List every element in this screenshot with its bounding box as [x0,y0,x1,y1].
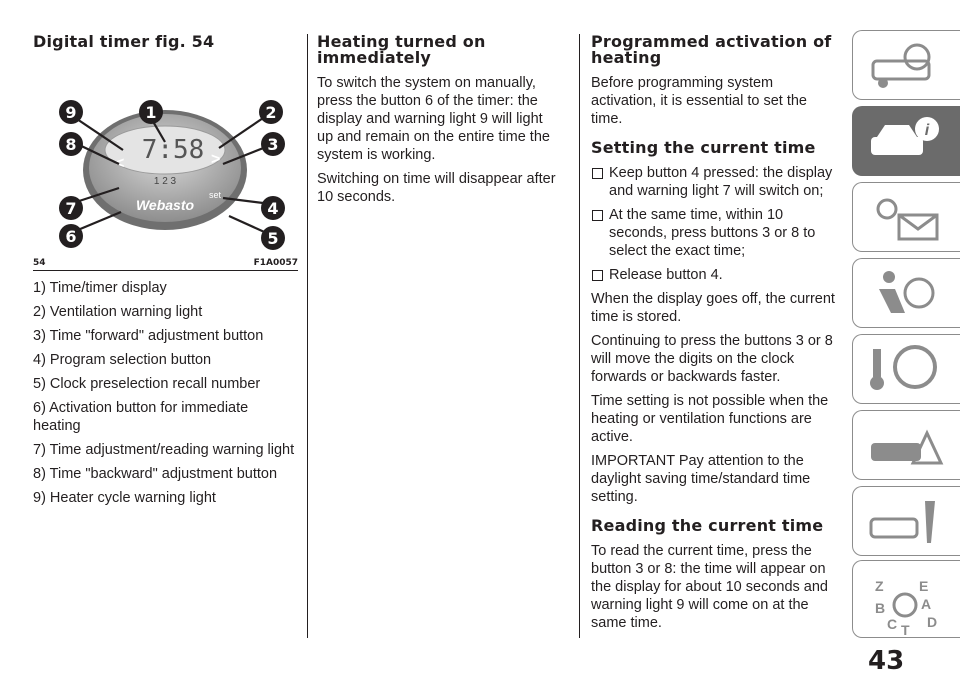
legend-item: 7) Time adjustment/reading warning light [33,442,295,458]
tab-steering-key[interactable] [852,334,960,404]
car-dashboard-icon [865,39,945,93]
svg-text:2: 2 [265,103,277,122]
svg-text:9: 9 [65,103,77,122]
column-timer-figure [33,34,298,513]
figure-number: 54 [33,258,46,268]
svg-text:7: 7 [65,199,77,218]
brand-label: Webasto [135,197,195,213]
bullet-text: At the same time, within 10 seconds, press buttons 3 or 8 to select the exact time; [609,207,816,259]
checkbox-bullet-icon [592,210,603,221]
paragraph: Continuing to press the buttons 3 or 8 will move the digits on the clock forwards or backwards faster. [591,333,833,385]
svg-text:1 2 3: 1 2 3 [153,176,177,187]
subsection-title-setting-time: Setting the current time [591,138,816,157]
paragraph: To read the current time, press the button 3 or 8: the time will appear on the display for about 10 seconds and warning light 9 will come on at the same time. [591,543,828,631]
svg-text:<: < [115,155,125,172]
section-title-digital-timer: Digital timer fig. 54 [33,32,215,51]
svg-text:6: 6 [65,227,77,246]
figure-digital-timer [33,60,298,271]
svg-text:1: 1 [145,103,157,122]
svg-text:3: 3 [267,135,279,154]
svg-text:B: B [875,600,886,616]
steering-key-icon [865,343,945,397]
seatbelt-airbag-icon [865,267,945,321]
page-number: 43 [868,646,905,676]
column-programmed-activation [591,34,841,638]
timer-legend-list [33,279,298,507]
set-label: set [208,190,222,200]
warning-lights-icon [865,191,945,245]
legend-item: 9) Heater cycle warning light [33,490,216,506]
tab-warning-lights[interactable] [852,182,960,252]
bullet-text: Keep button 4 pressed: the display and warning light 7 will switch on; [609,165,833,199]
bullet-text: Release button 4. [609,267,723,283]
index-icon [865,569,955,639]
column-divider [579,34,580,638]
bullet-item [591,266,841,284]
column-heating-immediate [317,34,562,212]
timer-illustration [33,60,298,255]
paragraph: Before programming system activation, it is essential to set the time. [591,75,807,127]
svg-text:i: i [924,122,930,139]
legend-item: 5) Clock preselection recall number [33,376,261,392]
svg-text:A: A [921,596,932,612]
legend-item: 8) Time "backward" adjustment button [33,466,278,482]
car-breakdown-icon [865,419,945,473]
car-info-icon [865,115,945,169]
tab-seatbelt-airbag[interactable] [852,258,960,328]
car-maintenance-icon [865,495,945,549]
svg-text:Z: Z [875,578,884,594]
svg-text:T: T [901,622,910,638]
legend-item: 1) Time/timer display [33,280,167,296]
column-divider [307,34,308,638]
svg-text:D: D [927,614,938,630]
svg-text:C: C [887,616,898,632]
tab-car-info[interactable] [852,106,960,176]
paragraph: To switch the system on manually, press the button 6 of the timer: the display and warning light 9 will light up and remain on the entire time the system is working. [317,75,550,163]
paragraph: When the display goes off, the current time is stored. [591,291,835,325]
svg-text:4: 4 [267,199,279,218]
legend-item: 4) Program selection button [33,352,212,368]
tab-car-breakdown[interactable] [852,410,960,480]
bullet-item [591,206,841,260]
checkbox-bullet-icon [592,270,603,281]
paragraph: Time setting is not possible when the heating or ventilation functions are active. [591,393,829,445]
svg-text:8: 8 [65,135,77,154]
timer-display-text: 7:58 [141,135,205,165]
svg-text:>: > [211,151,221,168]
bullet-item [591,164,841,200]
legend-item: 3) Time "forward" adjustment button [33,328,264,344]
svg-text:5: 5 [267,229,279,248]
subsection-title-reading-time: Reading the current time [591,516,824,535]
tab-car-dashboard[interactable] [852,30,960,100]
checkbox-bullet-icon [592,168,603,179]
legend-item: 6) Activation button for immediate heating [33,400,249,434]
tab-index[interactable] [852,560,960,638]
figure-code: F1A0057 [253,258,298,268]
section-title-programmed-activation: Programmed activation of heating [591,32,832,67]
section-title-heating-immediate: Heating turned on immediately [317,32,486,67]
tab-car-maintenance[interactable] [852,486,960,556]
paragraph: IMPORTANT Pay attention to the daylight saving time/standard time setting. [591,453,811,505]
svg-text:E: E [919,578,929,594]
paragraph: Switching on time will disappear after 10 seconds. [317,171,556,205]
legend-item: 2) Ventilation warning light [33,304,203,320]
